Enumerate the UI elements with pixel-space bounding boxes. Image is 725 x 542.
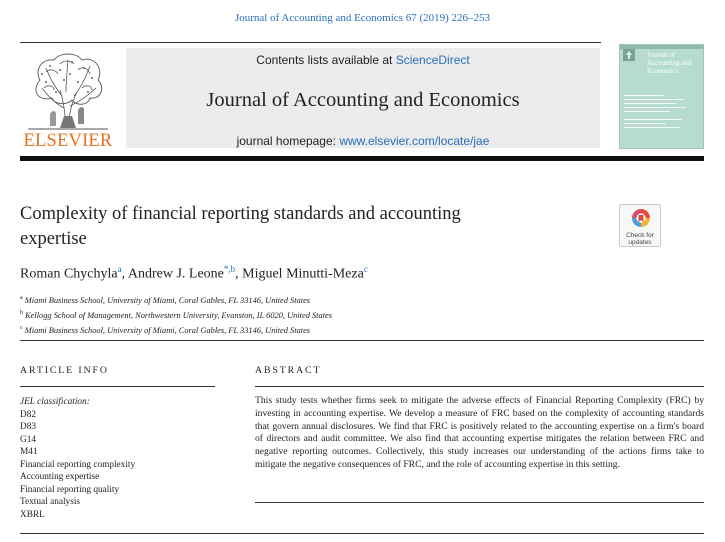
keyword-item: XBRL	[20, 509, 45, 520]
article-info-rule	[20, 386, 215, 387]
keyword-item: D82	[20, 409, 37, 420]
journal-banner	[126, 48, 600, 148]
abstract-text: This study tests whether firms seek to mitigate the adverse effects of Financial Reporting Complexity (FRC) by investing in accounting expertise. We develop a measure of FRC based on the complexity of accounting standards that govern annual disclosures. We find that FRC is positively related to the accounting expertise on a firm's board of directors and audit committee. We also find that accounting expertise mitigates the relation between FRC and negative reporting outcomes. Collectively, this study increases our understanding of the actions firms take to mitigate the negative consequences of FRC, and the role of accounting expertise in this setting.	[255, 395, 704, 470]
section-divider-rule	[20, 340, 704, 341]
author-list	[20, 264, 620, 283]
keyword-item: Textual analysis	[20, 497, 81, 507]
affiliation-item	[20, 292, 620, 307]
cover-text-line	[624, 111, 670, 112]
header-top-rule	[20, 42, 601, 43]
affiliation-item	[20, 322, 620, 337]
journal-cover-thumbnail[interactable]	[619, 44, 704, 149]
jel-classification-label: JEL classification:	[20, 397, 90, 407]
article-info-heading: ARTICLE INFO	[20, 365, 109, 376]
header-thick-rule	[20, 156, 704, 161]
cover-text-line	[624, 95, 664, 96]
abstract-bottom-rule	[255, 502, 704, 503]
abstract-heading: ABSTRACT	[255, 365, 322, 376]
check-updates-label-line-1: Check for	[626, 232, 654, 239]
elsevier-wordmark: ELSEVIER	[23, 131, 113, 151]
sciencedirect-link[interactable]: ScienceDirect	[395, 53, 470, 67]
article-title-line-2: expertise	[20, 229, 87, 249]
affiliation-text: Miami Business School, University of Miami, Coral Gables, FL 33146, United States	[24, 326, 311, 336]
journal-title: Journal of Accounting and Economics	[206, 89, 520, 111]
page-bottom-rule	[20, 533, 704, 534]
cover-text-line	[624, 119, 682, 120]
keyword-item: Financial reporting quality	[20, 484, 120, 495]
cover-publisher-mark-icon	[623, 49, 635, 61]
article-title	[20, 202, 580, 252]
keywords-list	[20, 396, 220, 521]
author-name[interactable]: Miguel Minutti-Meza	[242, 266, 364, 282]
journal-homepage-line	[126, 134, 600, 148]
author-affiliation-mark[interactable]: *,b	[223, 264, 236, 274]
keyword-item: Financial reporting complexity	[20, 459, 136, 470]
author-name[interactable]: Roman Chychyla	[20, 266, 118, 282]
homepage-prefix: journal homepage:	[236, 134, 340, 148]
cover-text-line	[624, 99, 684, 100]
author-separator: ,	[235, 266, 243, 282]
check-updates-label	[620, 232, 660, 246]
keyword-item: Accounting expertise	[20, 472, 100, 482]
affiliation-mark: b	[20, 310, 23, 317]
cover-text-line	[624, 127, 680, 128]
cover-text-line	[624, 103, 676, 104]
author-affiliation-mark[interactable]: c	[363, 264, 368, 274]
check-updates-icon	[631, 208, 651, 230]
keyword-item: G14	[20, 434, 37, 445]
article-title-line-1: Complexity of financial reporting standards and accounting	[20, 204, 461, 224]
cover-journal-title: Journal of Accounting and Economics	[647, 51, 692, 75]
author-separator: ,	[121, 266, 128, 282]
journal-homepage-link[interactable]: www.elsevier.com/locate/jae	[339, 134, 490, 148]
affiliation-mark: c	[20, 325, 23, 332]
affiliations-list	[20, 292, 620, 338]
affiliation-text: Kellogg School of Management, Northwestern University, Evanston, IL 6020, United States	[25, 311, 332, 320]
keyword-item: M41	[20, 447, 38, 457]
contents-available-line	[126, 53, 600, 67]
contents-prefix: Contents lists available at	[256, 53, 396, 67]
check-updates-label-line-2: updates	[628, 239, 652, 246]
affiliation-mark: a	[20, 295, 23, 301]
affiliation-item	[20, 307, 620, 322]
author-affiliation-mark[interactable]: a	[117, 264, 122, 274]
cover-text-line	[624, 107, 686, 108]
cover-text-line	[624, 123, 666, 124]
affiliation-text: Miami Business School, University of Miami, Coral Gables, FL 33146, United States	[24, 295, 311, 305]
author-name[interactable]: Andrew J. Leone	[127, 266, 224, 282]
check-for-updates-button[interactable]	[619, 204, 661, 247]
abstract-rule	[255, 386, 704, 387]
keyword-item: D83	[20, 422, 37, 432]
journal-citation[interactable]: Journal of Accounting and Economics 67 (2019) 226–253	[234, 12, 491, 24]
